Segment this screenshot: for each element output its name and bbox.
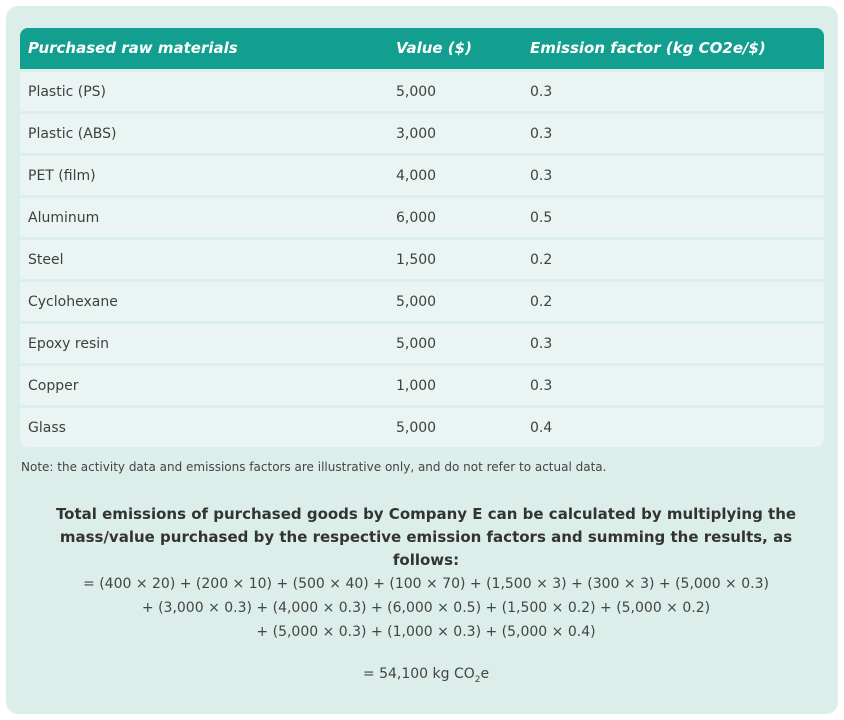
cell-value: 5,000	[396, 336, 437, 352]
table-row	[20, 240, 824, 279]
cell-factor: 0.2	[530, 252, 553, 268]
table-row	[20, 408, 824, 447]
result-subscript: 2	[474, 674, 481, 685]
cell-factor: 0.3	[530, 378, 553, 394]
table-row	[20, 114, 824, 153]
cell-factor: 0.3	[530, 84, 553, 100]
formula-line: = (400 × 20) + (200 × 10) + (500 × 40) + (100 × 70) + (1,500 × 3) + (300 × 3) + (5,000 × 0.3)	[83, 576, 769, 592]
cell-material: Plastic (ABS)	[28, 126, 117, 142]
result-prefix: = 54,100 kg CO	[362, 666, 475, 682]
cell-material: Epoxy resin	[28, 336, 110, 352]
cell-factor: 0.2	[530, 294, 553, 310]
cell-value: 4,000	[396, 168, 437, 184]
cell-factor: 0.3	[530, 336, 553, 352]
result-total	[26, 666, 826, 685]
table-row	[20, 72, 824, 111]
header-factor: Emission factor (kg CO2e/$)	[530, 39, 766, 57]
formula-line: + (3,000 × 0.3) + (4,000 × 0.3) + (6,000 × 0.5) + (1,500 × 0.2) + (5,000 × 0.2)	[141, 600, 711, 616]
cell-factor: 0.4	[530, 420, 553, 436]
cell-material: Copper	[28, 378, 79, 394]
table-row	[20, 282, 824, 321]
cell-factor: 0.3	[530, 168, 553, 184]
formula	[26, 572, 826, 644]
table-body	[20, 72, 824, 447]
cell-value: 6,000	[396, 210, 437, 226]
note-text: Note: the activity data and emissions factors are illustrative only, and do not refer to actual data.	[21, 460, 607, 474]
cell-material: Aluminum	[28, 210, 100, 226]
cell-factor: 0.5	[530, 210, 553, 226]
header-material: Purchased raw materials	[28, 39, 238, 57]
cell-material: Glass	[28, 420, 66, 436]
header-value: Value ($)	[396, 39, 472, 57]
materials-table	[20, 28, 824, 447]
cell-value: 1,000	[396, 378, 437, 394]
table-row	[20, 198, 824, 237]
cell-material: Steel	[28, 252, 64, 268]
cell-value: 5,000	[396, 420, 437, 436]
cell-value: 5,000	[396, 294, 437, 310]
table-row	[20, 156, 824, 195]
cell-material: Cyclohexane	[28, 294, 118, 310]
cell-value: 3,000	[396, 126, 437, 142]
cell-material: Plastic (PS)	[28, 84, 106, 100]
cell-value: 5,000	[396, 84, 437, 100]
table-row	[20, 366, 824, 405]
table-header	[20, 28, 824, 69]
summary-text: Total emissions of purchased goods by Company E can be calculated by multiplying the mass/value purchased by the respective emission factors and summing the results, as follows:	[55, 505, 797, 569]
table-row	[20, 324, 824, 363]
result-suffix: e	[480, 666, 490, 682]
formula-line: + (5,000 × 0.3) + (1,000 × 0.3) + (5,000 × 0.4)	[256, 624, 596, 640]
cell-factor: 0.3	[530, 126, 553, 142]
cell-value: 1,500	[396, 252, 437, 268]
content-panel	[6, 6, 838, 714]
cell-material: PET (film)	[28, 168, 96, 184]
